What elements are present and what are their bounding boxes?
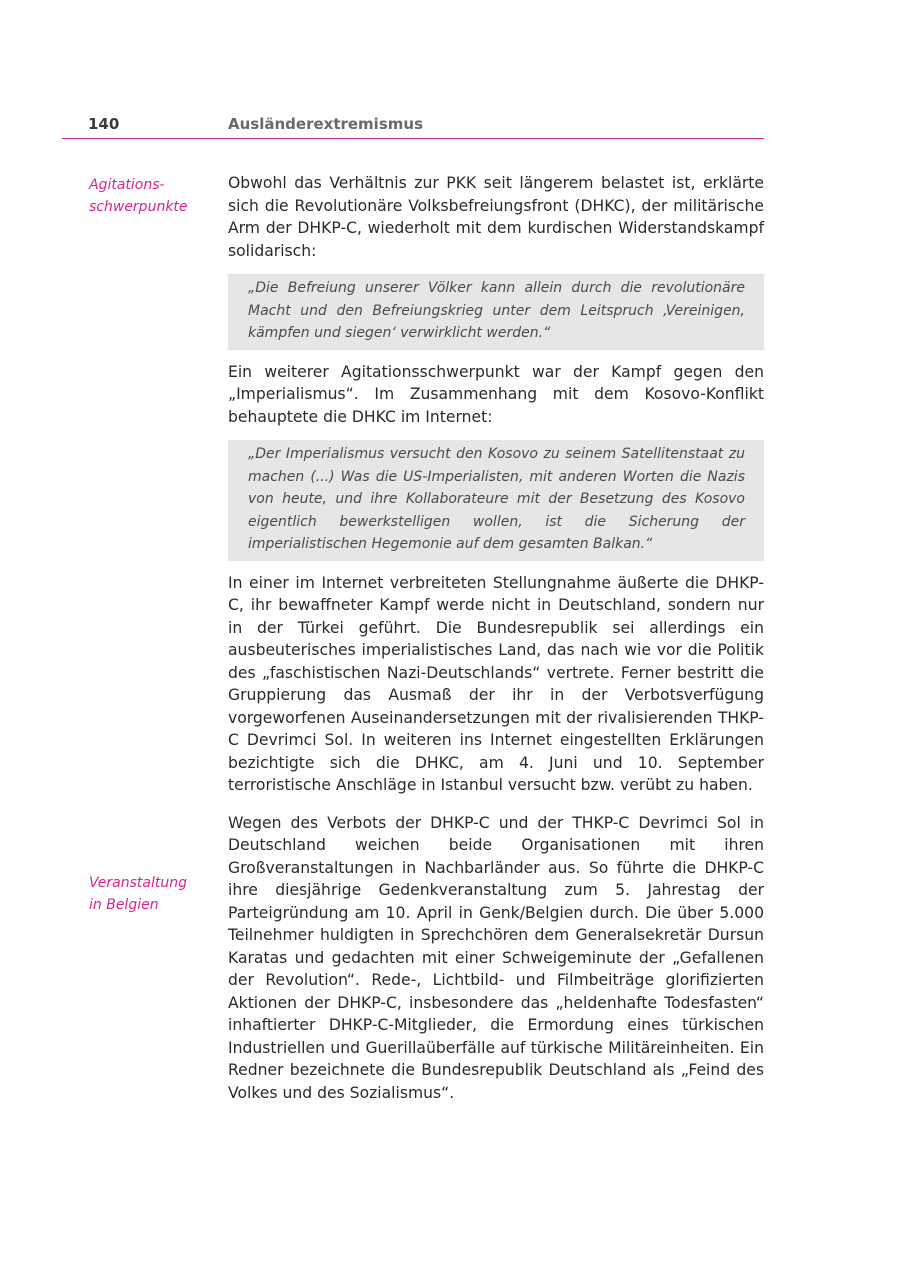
quote-kosovo: „Der Imperialismus versucht den Kosovo zu seinem Satellitenstaat zu machen (...) Was die US-Imperialisten, mit anderen Worten die Nazis von heute, und ihre Kollaborateure mit der Besetzung des Kosovo eigentlich bewerkstelligen wollen, ist die Sicherung der imperialistischen Hegemonie auf dem gesamten Balkan.“: [228, 440, 764, 561]
main-text-column: [228, 172, 764, 1104]
margin-note-event: Veranstaltung in Belgien: [89, 875, 187, 913]
paragraph-imperialism: Ein weiterer Agitationsschwerpunkt war der Kampf gegen den „Imperialismus“. Im Zusammenhang mit dem Kosovo-Konflikt behauptete die DHKC im Internet:: [228, 362, 764, 426]
running-title: Ausländerextremismus: [228, 115, 423, 133]
paragraph-statement: In einer im Internet verbreiteten Stellungnahme äußerte die DHKP-C, ihr bewaffneter Kampf werde nicht in Deutschland, sondern nur in der Türkei geführt. Die Bundesrepublik sei allerdings ein ausbeuterisches imperialistisches Land, das nach wie vor die Politik des „faschistischen Nazi-Deutschlands“ vertrete. Ferner bestritt die Gruppierung das Ausmaß der ihr in der Verbotsverfügung vorgeworfenen Auseinandersetzungen mit der rivalisierenden THKP-C Devrimci Sol. In weiteren ins Internet eingestellten Erklärungen bezichtigte sich die DHKC, am 4. Juni und 10. September terroristische Anschläge in Istanbul versucht bzw. verübt zu haben.: [228, 573, 764, 794]
margin-note-agitation: Agitations- schwerpunkte: [89, 177, 188, 215]
paragraph-pkk-relation: Obwohl das Verhältnis zur PKK seit längerem belastet ist, erklärte sich die Revolutionäre Volksbefreiungsfront (DHKC), der militärische Arm der DHKP-C, wiederholt mit dem kurdischen Widerstandskampf solidarisch:: [228, 174, 764, 260]
quote-liberation: „Die Befreiung unserer Völker kann allein durch die revolutionäre Macht und den Befreiungskrieg unter dem Leitspruch ‚Vereinigen, kämpfen und siegen‘ verwirklicht werden.“: [228, 274, 764, 350]
paragraph-belgium-event: Wegen des Verbots der DHKP-C und der THKP-C Devrimci Sol in Deutschland weichen beide Organisationen mit ihren Großveranstaltungen in Nachbarländer aus. So führte die DHKP-C ihre diesjährige Gedenkveranstaltung zum 5. Jahrestag der Parteigründung am 10. April in Genk/Belgien durch. Die über 5.000 Teilnehmer huldigten in Sprechchören dem Generalsekretär Dursun Karatas und gedachten mit einer Schweigeminute der „Gefallenen der Revolution“. Rede-, Lichtbild- und Filmbeiträge glorifizierten Aktionen der DHKP-C, insbesondere das „heldenhafte Todesfasten“ inhaftierter DHKP-C-Mitglieder, die Ermordung eines türkischen Industriellen und Guerillaüberfälle auf türkische Militäreinheiten. Ein Redner bezeichnete die Bundesrepublik Deutschland als „Feind des Volkes und des Sozialismus“.: [228, 813, 764, 1102]
page-number: 140: [88, 115, 120, 133]
header-rule: [62, 138, 764, 139]
